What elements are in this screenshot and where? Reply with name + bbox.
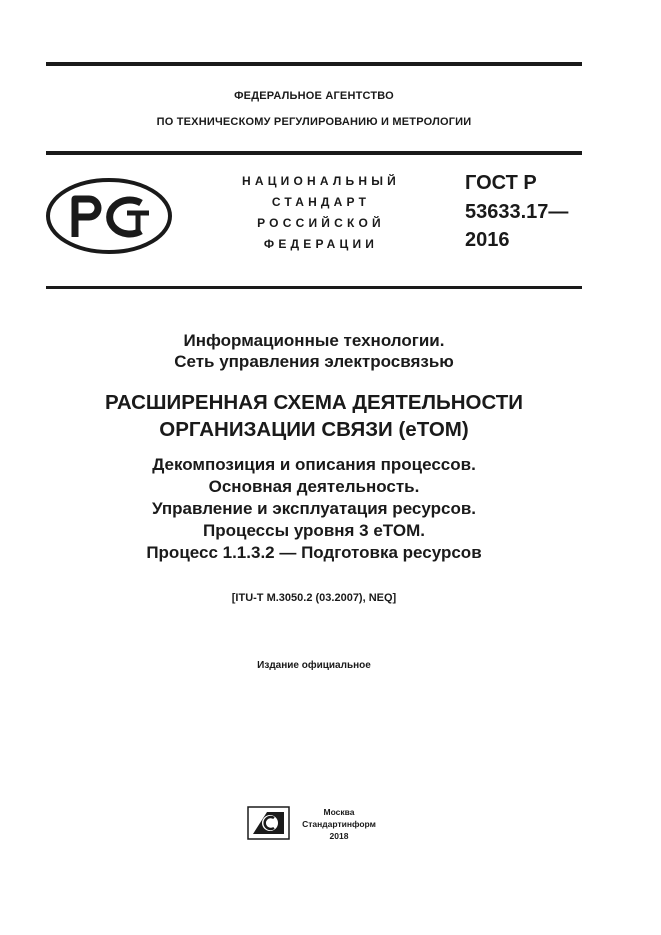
main-title-line-1: РАСШИРЕННАЯ СХЕМА ДЕЯТЕЛЬНОСТИ <box>104 391 524 414</box>
subtitle-1-line-2: Сеть управления электросвязью <box>174 352 454 371</box>
gost-line-2: 53633.17— <box>465 200 569 223</box>
subtitle-1-line-1: Информационные технологии. <box>183 331 445 350</box>
edition-note: Издание официальное <box>257 660 371 671</box>
national-line-1: НАЦИОНАЛЬНЫЙ <box>241 174 401 188</box>
subtitle-2-line-3: Управление и эксплуатация ресурсов. <box>151 499 477 518</box>
publisher-name: Стандартинформ <box>302 819 376 829</box>
publisher-info <box>296 806 382 842</box>
publisher-city: Москва <box>323 807 355 817</box>
header-rule <box>46 151 582 155</box>
gost-line-1: ГОСТ Р <box>465 172 537 194</box>
top-rule <box>46 62 582 66</box>
subtitle-1 <box>46 330 582 372</box>
subtitle-2 <box>46 454 582 564</box>
subtitle-2-line-2: Основная деятельность. <box>208 477 420 496</box>
gost-r-certification-mark-icon <box>45 177 173 255</box>
national-line-4: ФЕДЕРАЦИИ <box>263 237 379 251</box>
gost-number <box>465 169 568 255</box>
agency-line-1: ФЕДЕРАЛЬНОЕ АГЕНТСТВО <box>234 90 394 102</box>
subtitle-2-line-5: Процесс 1.1.3.2 — Подготовка ресурсов <box>146 543 482 562</box>
gost-line-3: 2016 <box>465 229 510 251</box>
subtitle-2-line-1: Декомпозиция и описания процессов. <box>152 455 476 474</box>
standard-block-rule <box>46 286 582 289</box>
national-line-2: СТАНДАРТ <box>271 195 371 209</box>
itu-reference: [ITU-T M.3050.2 (03.2007), NEQ] <box>231 592 397 604</box>
main-title-line-2: ОРГАНИЗАЦИИ СВЯЗИ (eTOM) <box>159 418 469 441</box>
standartinform-logo-icon <box>247 806 290 840</box>
subtitle-2-line-4: Процессы уровня 3 eTOM. <box>203 521 425 540</box>
publisher-year: 2018 <box>329 831 349 841</box>
main-title <box>46 389 582 443</box>
agency-line-2: ПО ТЕХНИЧЕСКОМУ РЕГУЛИРОВАНИЮ И МЕТРОЛОГИИ <box>156 116 472 128</box>
national-standard-caption <box>208 171 434 255</box>
national-line-3: РОССИЙСКОЙ <box>257 216 385 230</box>
